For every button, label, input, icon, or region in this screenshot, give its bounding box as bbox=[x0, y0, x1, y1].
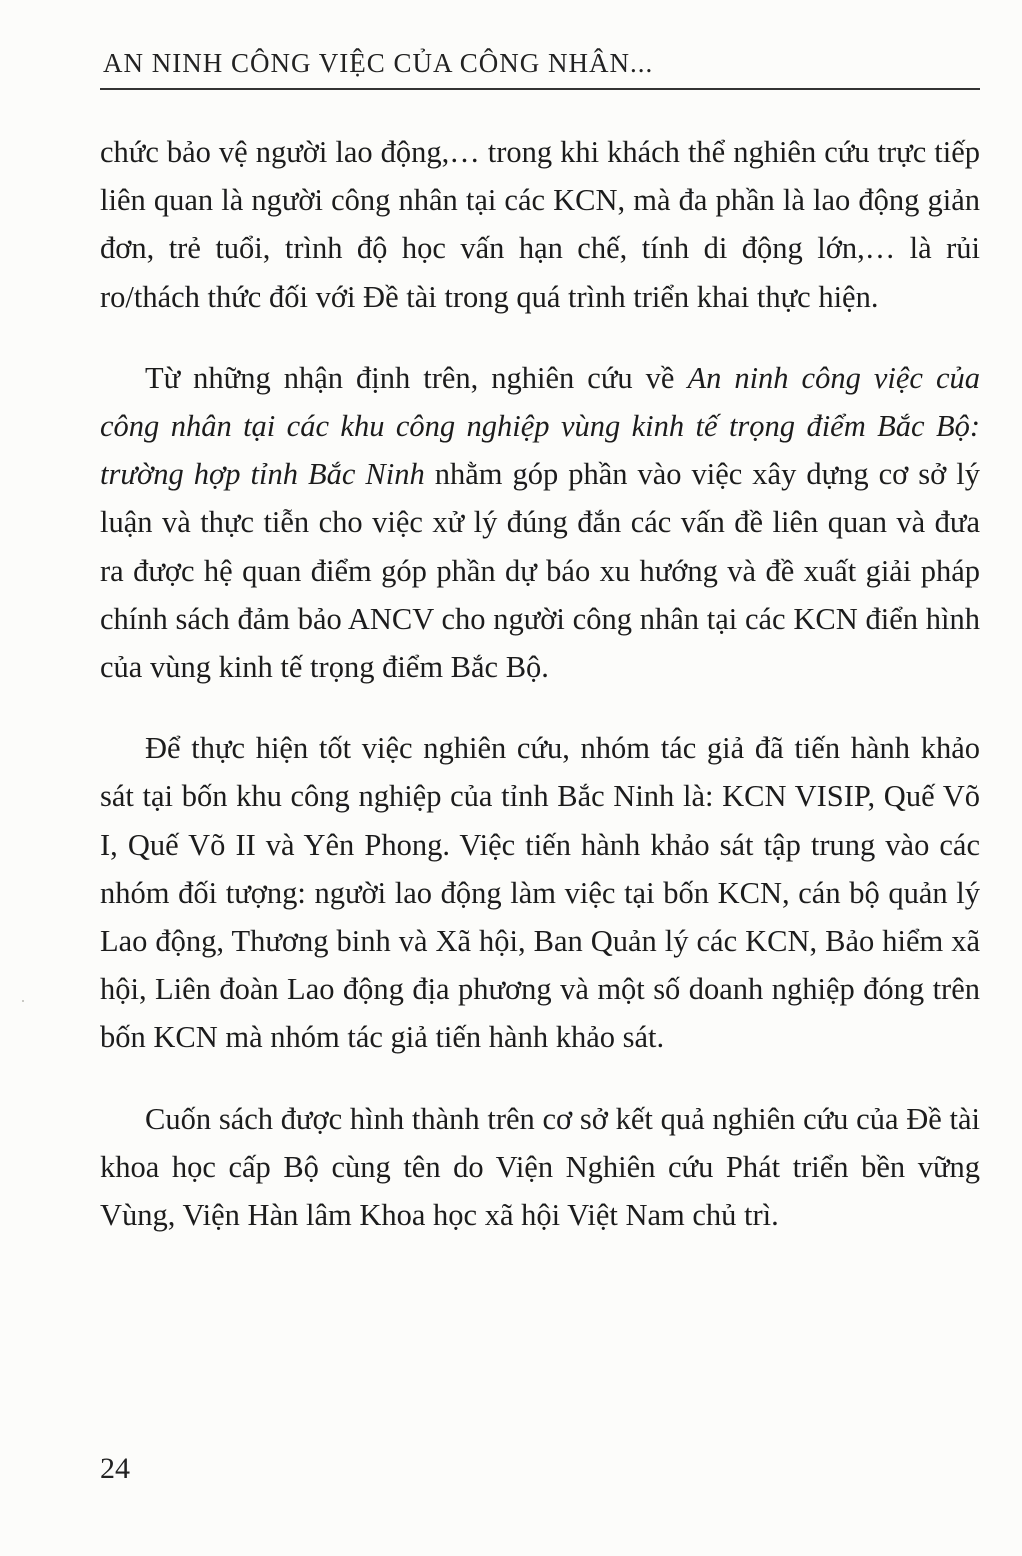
paragraph-2-rest: nhằm góp phần vào việc xây dựng cơ sở lý luận và thực tiễn cho việc xử lý đúng đắn các vấn đề liên quan và đưa ra được hệ quan điểm góp phần dự báo xu hướng và đề xuất giải pháp chính sách đảm bảo ANCV cho người công nhân tại các KCN điển hình của vùng kinh tế trọng điểm Bắc Bộ. bbox=[100, 457, 980, 685]
paragraph-2-book-title: An ninh công việc của công nhân tại các khu công nghiệp vùng kinh tế trọng điểm Bắc Bộ: trường hợp tỉnh Bắc Ninh bbox=[100, 360, 980, 492]
paragraph-3: Để thực hiện tốt việc nghiên cứu, nhóm tác giả đã tiến hành khảo sát tại bốn khu công nghiệp của tỉnh Bắc Ninh là: KCN VISIP, Quế Võ I, Quế Võ II và Yên Phong. Việc tiến hành khảo sát tập trung vào các nhóm đối tượng: người lao động làm việc tại bốn KCN, cán bộ quản lý Lao động, Thương binh và Xã hội, Ban Quản lý các KCN, Bảo hiểm xã hội, Liên đoàn Lao động địa phương và một số doanh nghiệp đóng trên bốn KCN mà nhóm tác giả tiến hành khảo sát. bbox=[100, 731, 980, 1055]
page-number: 24 bbox=[100, 1452, 130, 1485]
paragraph-2-lead: Từ những nhận định trên, nghiên cứu về bbox=[145, 360, 688, 395]
scan-speck bbox=[22, 1000, 24, 1002]
body-text bbox=[100, 128, 980, 1239]
paragraph-4: Cuốn sách được hình thành trên cơ sở kết quả nghiên cứu của Đề tài khoa học cấp Bộ cùng tên do Viện Nghiên cứu Phát triển bền vững Vùng, Viện Hàn lâm Khoa học xã hội Việt Nam chủ trì. bbox=[100, 1101, 980, 1233]
running-header-title: AN NINH CÔNG VIỆC CỦA CÔNG NHÂN... bbox=[103, 48, 654, 78]
paragraph-2 bbox=[100, 354, 980, 691]
header-rule bbox=[100, 88, 980, 90]
paragraph-1: chức bảo vệ người lao động,… trong khi khách thể nghiên cứu trực tiếp liên quan là người công nhân tại các KCN, mà đa phần là lao động giản đơn, trẻ tuổi, trình độ học vấn hạn chế, tính di động lớn,… là rủi ro/thách thức đối với Đề tài trong quá trình triển khai thực hiện. bbox=[100, 135, 980, 314]
